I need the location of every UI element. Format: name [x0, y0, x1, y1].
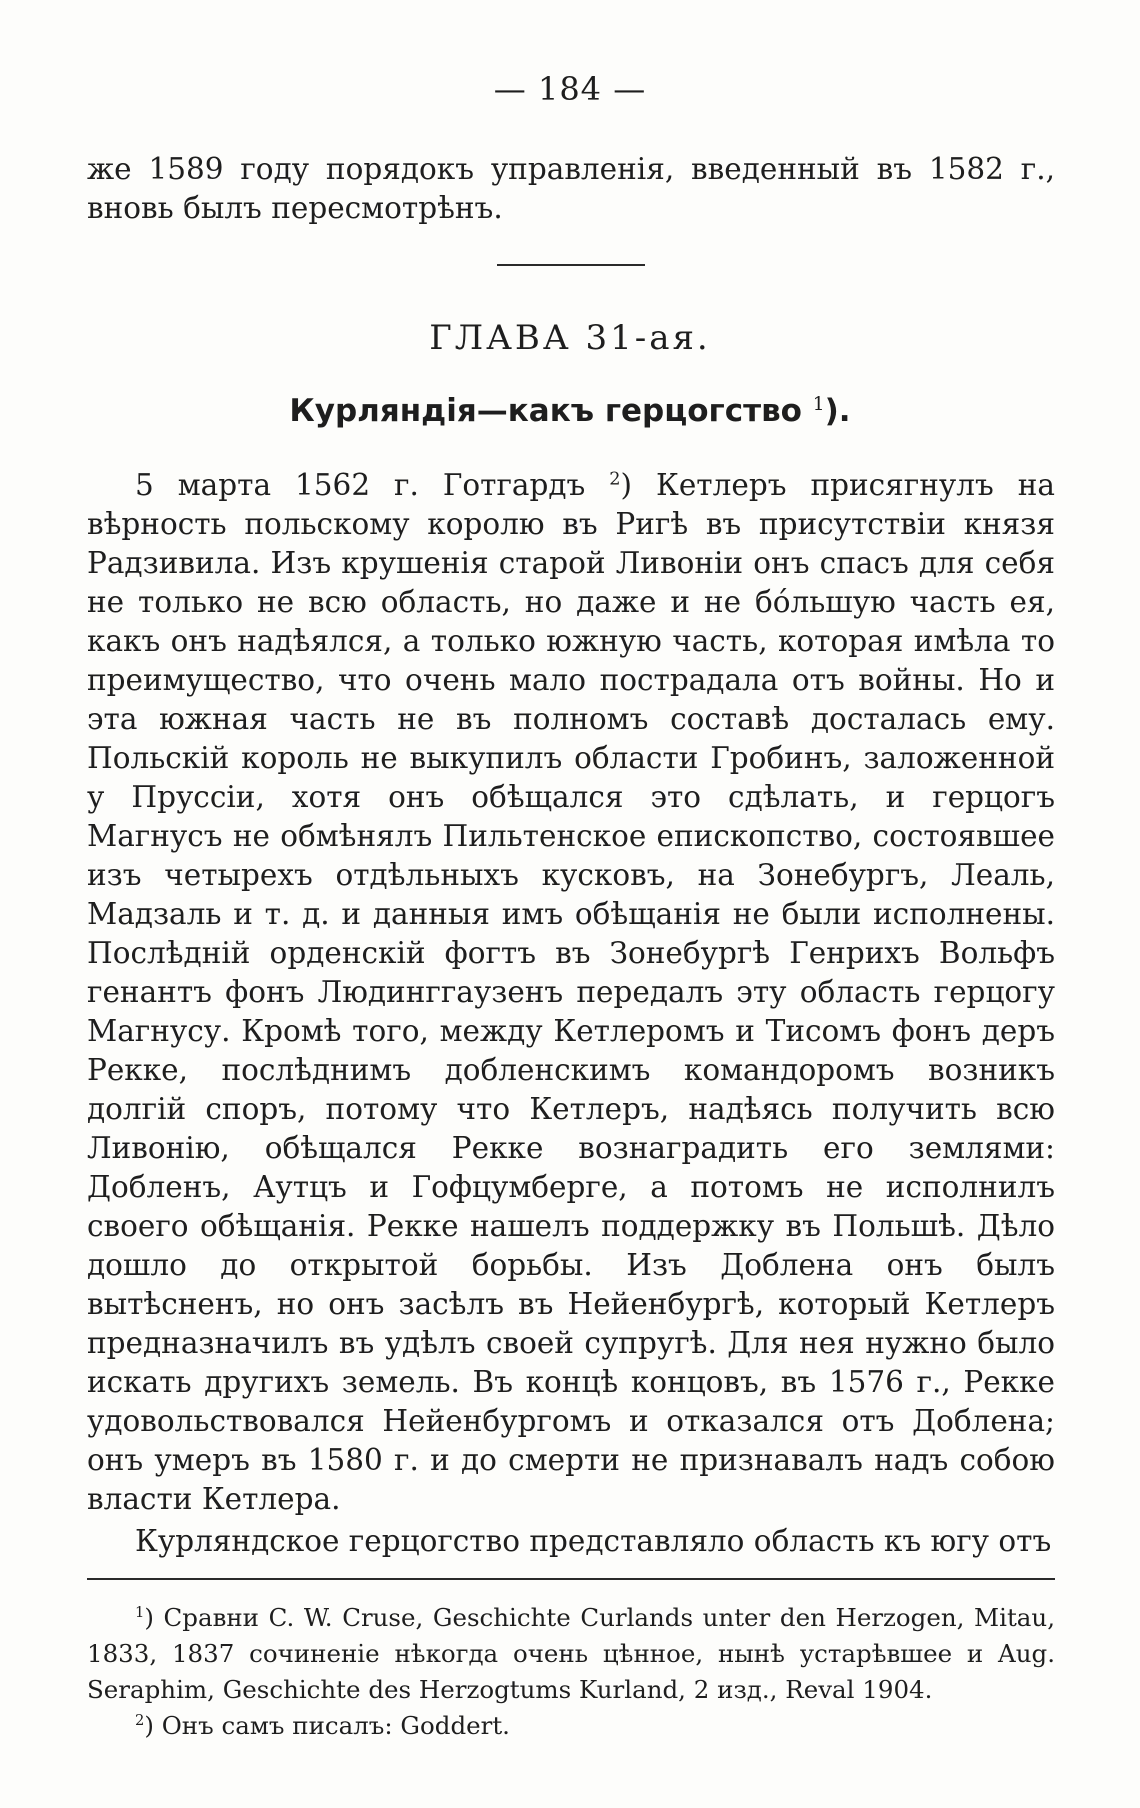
paragraph-1-rest: ) Кетлеръ присягнулъ на вѣрность польскому королю въ Ригѣ въ присутствіи князя Радзивила. Изъ крушенія старой Ливоніи онъ спасъ для себя не только не всю область, но даже и не бóльшую часть ея, какъ онъ надѣялся, а только южную часть, которая имѣла то преимущество, что очень мало пострадала отъ войны. Но и эта южная часть не въ полномъ составѣ досталась ему. Польскій король не выкупилъ области Гробинъ, заложенной у Пруссіи, хотя онъ обѣщался это сдѣлать, и герцогъ Магнусъ не обмѣнялъ Пильтенское епископство, состоявшее изъ четырехъ отдѣльныхъ кусковъ, на Зонебургъ, Леаль, Мадзаль и т. д. и данныя имъ обѣщанія не были исполнены. Послѣдній орденскій фогтъ въ Зонебургѣ Генрихъ Вольфъ генантъ фонъ Людинггаузенъ передалъ эту область герцогу Магнусу. Кромѣ того, между Кетлеромъ и Тисомъ фонъ деръ Рекке, послѣднимъ добленскимъ командоромъ возникъ долгій споръ, потому что Кетлеръ, надѣясь получить всю Ливонію, обѣщался Рекке вознаградить его землями: Добленъ, Аутцъ и Гофцумберге, а потомъ не исполнилъ своего обѣщанія. Рекке нашелъ поддержку въ Польшѣ. Дѣло дошло до открытой борьбы. Изъ Доблена онъ былъ вытѣсненъ, но онъ засѣлъ въ Нейенбургѣ, который Кетлеръ предназначилъ въ удѣлъ своей супругѣ. Для нея нужно было искать другихъ земель. Въ концѣ концовъ, въ 1576 г., Рекке удовольствовался Нейенбургомъ и отказался отъ Доблена; онъ умеръ въ 1580 г. и до смерти не признавалъ надъ собою власти Кетлера.: [87, 468, 1055, 1516]
footnote-1-text: ) Сравни C. W. Cruse, Geschichte Curlands unter den Herzogen, Mitau, 1833, 1837 сочиненіе нѣкогда очень цѣнное, нынѣ устарѣвшее и Aug. Seraphim, Geschichte des Herzogtums Kurland, 2 изд., Reval 1904.: [87, 1603, 1055, 1704]
footnote-separator: [87, 1578, 1055, 1580]
carry-over-paragraph: [87, 150, 1055, 228]
chapter-body: [87, 466, 1055, 1561]
page-number: — 184 —: [493, 70, 647, 108]
footnote-ref-2: 2: [609, 469, 621, 490]
footnote-2: [87, 1708, 1055, 1744]
paragraph-1-start: 5 марта 1562 г. Готгардъ: [135, 468, 610, 502]
body-paragraph-1: [87, 466, 1055, 1519]
body-paragraph-2: Курляндское герцогство представляло область къ югу отъ: [135, 1524, 1052, 1558]
carry-over-text: же 1589 году порядокъ управленія, введенный въ 1582 г., вновь былъ пересмотрѣнъ.: [87, 152, 1055, 225]
chapter-title-close: ).: [824, 393, 851, 429]
footnote-2-marker: 2: [135, 1712, 145, 1730]
section-divider: [497, 264, 645, 266]
footnote-2-text: ) Онъ самъ писалъ: Goddert.: [144, 1711, 510, 1740]
chapter-heading: ГЛАВА 31-ая.: [429, 318, 711, 358]
footnote-1-marker: 1: [135, 1604, 145, 1622]
chapter-title-text: Курляндія—какъ герцогство: [289, 393, 802, 429]
footnote-1: [87, 1600, 1055, 1708]
footnotes: [87, 1600, 1055, 1744]
footnote-ref-1: 1: [812, 393, 825, 415]
chapter-title: [0, 393, 1140, 429]
